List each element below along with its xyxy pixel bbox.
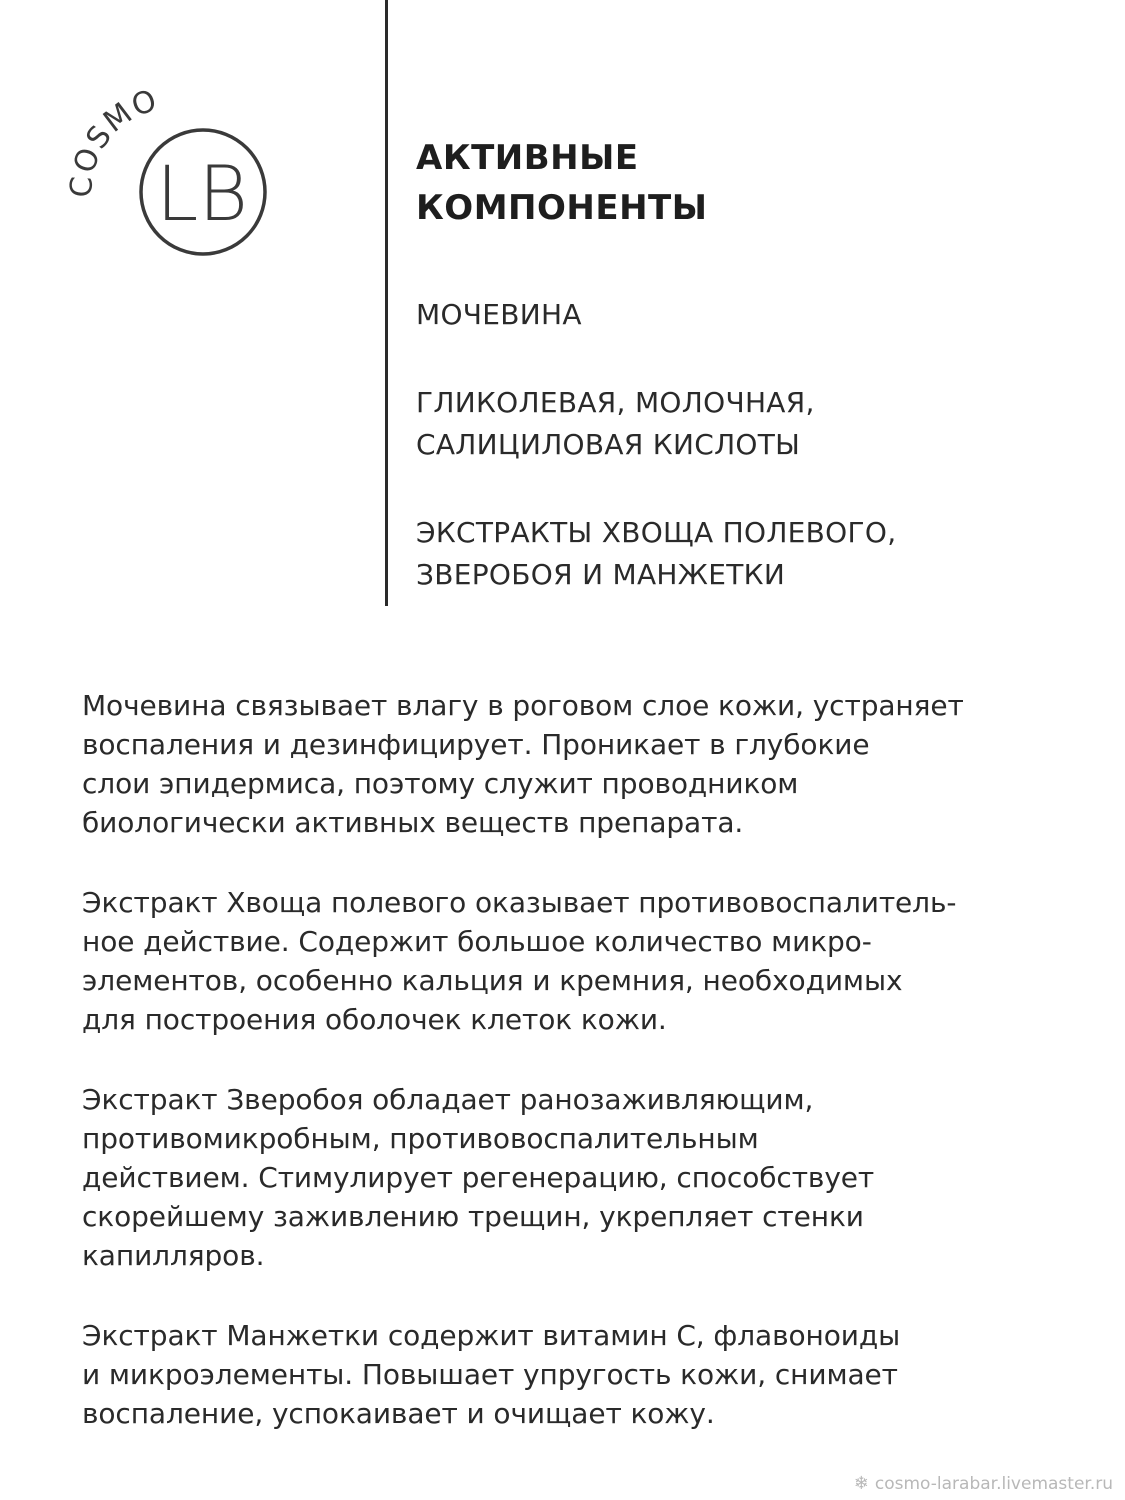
component-line: ЭКСТРАКТЫ ХВОЩА ПОЛЕВОГО,	[416, 516, 897, 549]
watermark-text: cosmo-larabar.livemaster.ru	[874, 1473, 1113, 1494]
text-line: Мочевина связывает влагу в роговом слое кожи, устраняет	[82, 689, 964, 722]
text-line: элементов, особенно кальция и кремния, необходимых	[82, 964, 903, 997]
text-line: капилляров.	[82, 1239, 265, 1272]
text-line: и микроэлементы. Повышает упругость кожи, снимает	[82, 1358, 898, 1391]
text-line: воспаление, успокаивает и очищает кожу.	[82, 1397, 715, 1430]
component-line: МОЧЕВИНА	[416, 298, 582, 331]
logo-graphic	[63, 80, 266, 270]
paragraph-st-johns-wort	[82, 1080, 1082, 1275]
text-line: биологически активных веществ препарата.	[82, 806, 744, 839]
component-item	[416, 512, 896, 596]
text-line: действием. Стимулирует регенерацию, способствует	[82, 1161, 875, 1194]
watermark	[854, 1473, 1113, 1494]
text-line: противомикробным, противовоспалительным	[82, 1122, 759, 1155]
component-item	[416, 294, 896, 336]
component-line: САЛИЦИЛОВАЯ КИСЛОТЫ	[416, 428, 801, 461]
text-line: Экстракт Манжетки содержит витамин С, флавоноиды	[82, 1319, 901, 1352]
text-line: Экстракт Хвоща полевого оказывает противовоспалитель-	[82, 886, 957, 919]
paragraph-urea	[82, 686, 1082, 842]
description	[82, 686, 1082, 1474]
text-line: ное действие. Содержит большое количество микро-	[82, 925, 872, 958]
component-line: ЗВЕРОБОЯ И МАНЖЕТКИ	[416, 558, 786, 591]
snowflake-icon: ❄	[853, 1473, 869, 1494]
components-list	[416, 294, 896, 642]
logo-arc-text: COSMO	[63, 82, 163, 199]
component-item	[416, 382, 896, 466]
vertical-divider	[385, 0, 388, 606]
text-line: слои эпидермиса, поэтому служит проводником	[82, 767, 799, 800]
text-line: воспаления и дезинфицирует. Проникает в глубокие	[82, 728, 870, 761]
text-line: скорейшему заживлению трещин, укрепляет стенки	[82, 1200, 864, 1233]
brand-logo	[63, 80, 266, 270]
text-line: Экстракт Зверобоя обладает ранозаживляющим,	[82, 1083, 814, 1116]
heading-line: АКТИВНЫЕ	[416, 138, 639, 178]
text-line: для построения оболочек клеток кожи.	[82, 1003, 667, 1036]
paragraph-lady-mantle	[82, 1316, 1082, 1433]
heading-line: КОМПОНЕНТЫ	[416, 188, 708, 228]
logo-letters: LB	[155, 149, 249, 238]
component-line: ГЛИКОЛЕВАЯ, МОЛОЧНАЯ,	[416, 386, 815, 419]
section-heading	[416, 133, 707, 233]
paragraph-horsetail	[82, 883, 1082, 1039]
